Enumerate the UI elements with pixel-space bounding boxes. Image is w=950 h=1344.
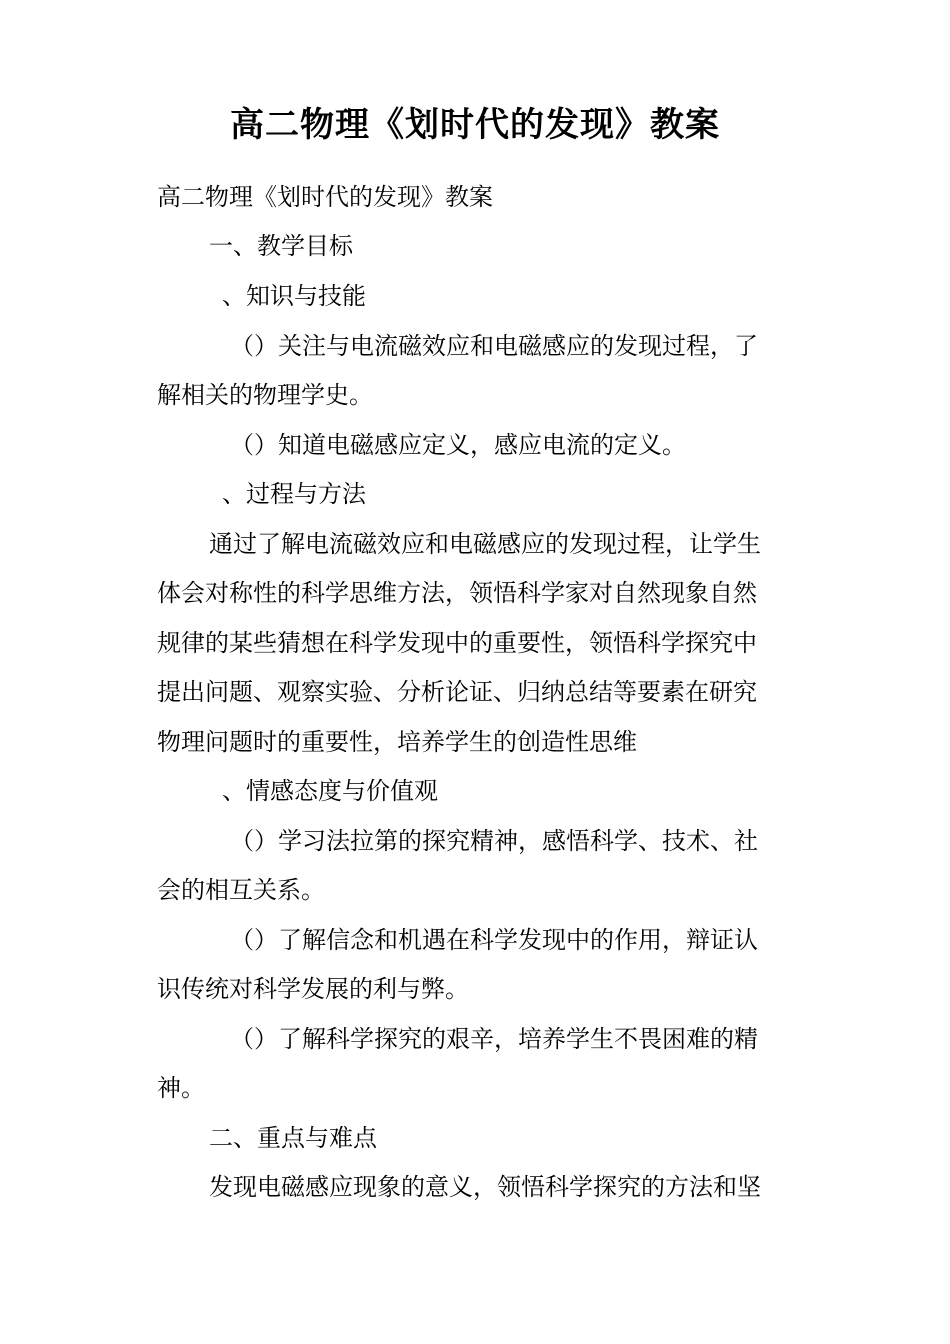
paragraph-line: （）关注与电流磁效应和电磁感应的发现过程，了 (230, 332, 758, 360)
paragraph-line: 提出问题、观察实验、分析论证、归纳总结等要素在研究 (157, 678, 757, 706)
section-heading-key-points: 二、重点与难点 (209, 1124, 377, 1152)
paragraph-line: 解相关的物理学史。 (157, 381, 373, 409)
paragraph-line: （）了解信念和机遇在科学发现中的作用，辩证认 (230, 926, 758, 954)
paragraph-line: 体会对称性的科学思维方法，领悟科学家对自然现象自然 (157, 579, 757, 607)
subtitle-line: 高二物理《划时代的发现》教案 (157, 183, 493, 211)
paragraph-line: 规律的某些猜想在科学发现中的重要性，领悟科学探究中 (157, 629, 757, 657)
paragraph-line: 神。 (157, 1074, 205, 1102)
subheading-emotions-values: 、情感态度与价值观 (222, 777, 438, 805)
paragraph-line: 会的相互关系。 (157, 876, 325, 904)
paragraph-line: （）学习法拉第的探究精神，感悟科学、技术、社 (230, 827, 758, 855)
paragraph-line: 通过了解电流磁效应和电磁感应的发现过程，让学生 (209, 530, 761, 558)
subheading-knowledge-skills: 、知识与技能 (222, 282, 366, 310)
paragraph-line: 物理问题时的重要性，培养学生的创造性思维 (157, 728, 637, 756)
paragraph-line: （）了解科学探究的艰辛，培养学生不畏困难的精 (230, 1025, 758, 1053)
paragraph-line: 识传统对科学发展的利与弊。 (157, 975, 469, 1003)
paragraph-line: （）知道电磁感应定义，感应电流的定义。 (230, 431, 686, 459)
document-title: 高二物理《划时代的发现》教案 (230, 105, 720, 145)
subheading-process-methods: 、过程与方法 (222, 480, 366, 508)
section-heading-objectives: 一、教学目标 (209, 232, 353, 260)
paragraph-line: 发现电磁感应现象的意义，领悟科学探究的方法和坚 (209, 1173, 761, 1201)
